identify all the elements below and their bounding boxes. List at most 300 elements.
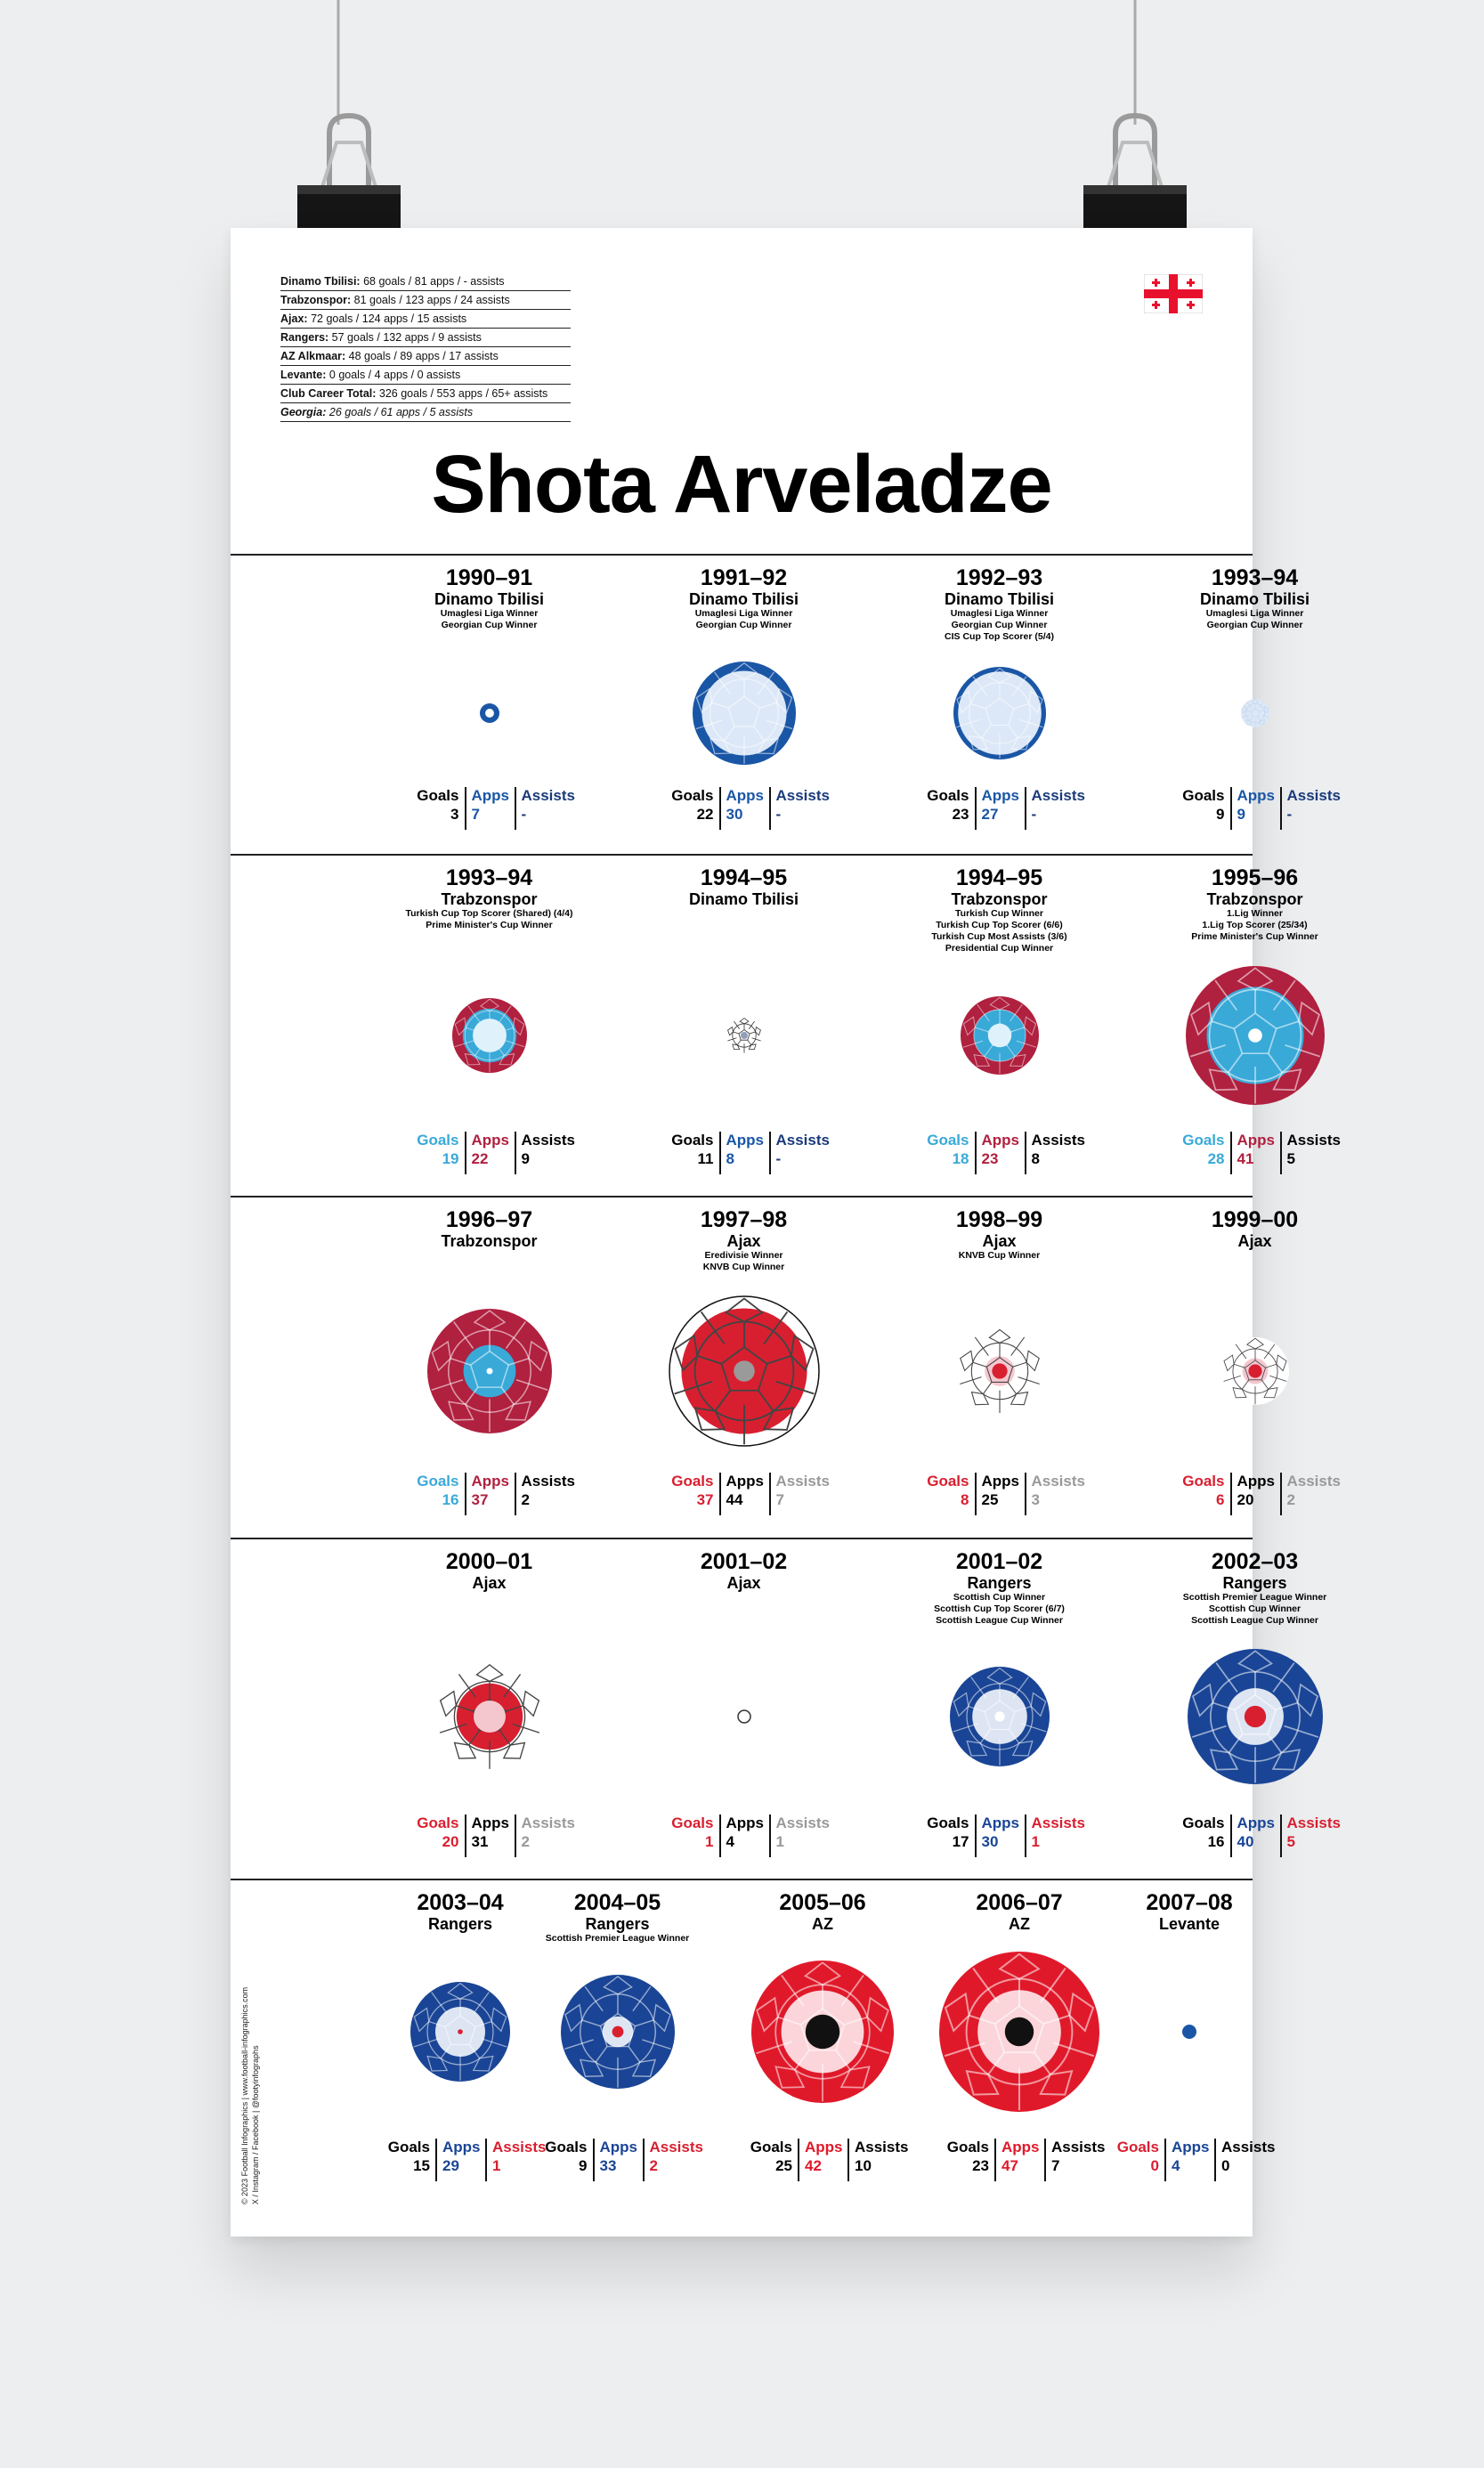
apps-value: 29 — [442, 2157, 459, 2174]
season-ball-icon — [424, 1305, 555, 1437]
season-honour: Turkish Cup Most Assists (3/6) — [931, 931, 1067, 942]
season-honour: Scottish Cup Winner — [953, 1592, 1046, 1603]
goals-value: 9 — [1216, 806, 1225, 823]
apps-stat — [465, 1473, 516, 1515]
season-year: 1990–91 — [445, 565, 533, 590]
season-header — [716, 1890, 929, 1933]
apps-label: Apps — [1237, 787, 1275, 804]
goals-value: 11 — [697, 1150, 714, 1167]
assists-stat — [515, 1132, 584, 1174]
assists-value: - — [775, 1150, 782, 1167]
apps-label: Apps — [1237, 1814, 1275, 1831]
apps-value: 4 — [726, 1833, 734, 1850]
summary-line: Ajax: 72 goals / 124 apps / 15 assists — [280, 310, 571, 329]
apps-value: 41 — [1237, 1150, 1254, 1167]
season-header — [872, 565, 1127, 643]
goals-label: Goals — [417, 787, 459, 804]
summary-line: Trabzonspor: 81 goals / 123 apps / 24 assists — [280, 291, 571, 310]
apps-value: 4 — [1172, 2157, 1180, 2174]
goals-label: Goals — [417, 1473, 459, 1490]
apps-label: Apps — [726, 1814, 764, 1831]
goals-value: 23 — [972, 2157, 989, 2174]
goals-stat — [669, 1814, 719, 1857]
assists-stat — [769, 1814, 839, 1857]
apps-value: 44 — [726, 1491, 743, 1508]
season-club: Dinamo Tbilisi — [688, 590, 799, 608]
apps-stat — [465, 1814, 516, 1857]
apps-value: 30 — [726, 806, 743, 823]
season-honour: 1.Lig Winner — [1227, 908, 1283, 919]
season-header — [872, 1207, 1127, 1262]
season-stats — [415, 1132, 593, 1174]
assists-label: Assists — [521, 1814, 575, 1831]
goals-value: 0 — [1150, 2157, 1159, 2174]
season-year: 1998–99 — [955, 1207, 1043, 1232]
goals-value: 17 — [952, 1833, 969, 1850]
goals-label: Goals — [417, 1132, 459, 1149]
apps-value: 7 — [471, 806, 480, 823]
season-ball-icon — [1182, 962, 1328, 1108]
apps-stat — [1230, 787, 1282, 830]
goals-value: 25 — [775, 2157, 792, 2174]
season-ball-icon — [1184, 1645, 1326, 1788]
assists-value: 9 — [521, 1150, 530, 1167]
assists-label: Assists — [1031, 1132, 1085, 1149]
assists-value: 1 — [775, 1833, 784, 1850]
apps-label: Apps — [442, 2139, 481, 2155]
assists-value: 8 — [1031, 1150, 1040, 1167]
apps-stat — [975, 1814, 1026, 1857]
apps-stat — [465, 1132, 516, 1174]
season-club: Rangers — [427, 1915, 493, 1933]
season-header — [1127, 565, 1383, 631]
season-header — [361, 565, 617, 631]
goals-value: 18 — [952, 1150, 969, 1167]
season-stats — [415, 1473, 593, 1515]
season-ball-icon — [1179, 2021, 1200, 2042]
goals-stat — [415, 1473, 465, 1515]
season-header — [616, 865, 872, 908]
season-ball-icon — [748, 1957, 897, 2107]
assists-stat — [769, 1473, 839, 1515]
season-stats — [748, 2139, 926, 2181]
season-club: Ajax — [726, 1574, 761, 1592]
row-divider — [231, 1879, 1253, 1880]
assists-label: Assists — [649, 2139, 703, 2155]
goals-value: 15 — [413, 2157, 430, 2174]
season-club: Rangers — [967, 1574, 1032, 1592]
summary-line: Rangers: 57 goals / 132 apps / 9 assists — [280, 329, 571, 347]
assists-value: 5 — [1286, 1833, 1295, 1850]
season-stats — [925, 787, 1103, 830]
season-year: 1995–96 — [1211, 865, 1299, 890]
season-header — [1127, 1207, 1383, 1250]
season-club: Dinamo Tbilisi — [434, 590, 544, 608]
goals-label: Goals — [927, 1132, 969, 1149]
apps-value: 8 — [726, 1150, 734, 1167]
season-header — [616, 1207, 872, 1273]
apps-label: Apps — [1237, 1473, 1275, 1490]
apps-label: Apps — [805, 2139, 843, 2155]
season-honour: Turkish Cup Top Scorer (Shared) (4/4) — [405, 908, 573, 919]
season-ball-icon — [946, 1663, 1053, 1770]
goals-label: Goals — [927, 787, 969, 804]
season-header — [1127, 865, 1383, 943]
season-ball-icon — [557, 1971, 678, 2092]
season-header — [511, 1890, 725, 1944]
season-year: 1996–97 — [445, 1207, 533, 1232]
season-header — [361, 1549, 617, 1592]
row-divider — [231, 1538, 1253, 1539]
season-club: Trabzonspor — [441, 890, 538, 908]
assists-label: Assists — [1031, 1814, 1085, 1831]
assists-label: Assists — [775, 1473, 830, 1490]
season-year: 2000–01 — [445, 1549, 533, 1574]
goals-stat — [925, 1473, 975, 1515]
goals-value: 16 — [1207, 1833, 1225, 1850]
assists-value: - — [521, 806, 527, 823]
page-title: Shota Arveladze — [431, 439, 1052, 530]
assists-stat — [769, 1132, 839, 1174]
assists-stat — [1214, 2139, 1284, 2181]
goals-stat — [415, 1814, 465, 1857]
season-honour: Scottish Cup Top Scorer (6/7) — [934, 1603, 1065, 1614]
season-year: 2004–05 — [573, 1890, 661, 1915]
season-honour: Presidential Cup Winner — [945, 943, 1054, 954]
season-honour: Umaglesi Liga Winner — [440, 608, 539, 619]
season-header — [872, 1549, 1127, 1627]
assists-value: 2 — [521, 1491, 530, 1508]
apps-value: 31 — [471, 1833, 489, 1850]
season-ball-icon — [1237, 695, 1273, 731]
goals-label: Goals — [671, 787, 714, 804]
assists-label: Assists — [521, 787, 575, 804]
apps-stat — [465, 787, 516, 830]
assists-value: 2 — [521, 1833, 530, 1850]
assists-label: Assists — [775, 1132, 830, 1149]
season-stats — [1180, 1814, 1358, 1857]
season-stats — [1180, 1132, 1358, 1174]
goals-value: 23 — [952, 806, 969, 823]
season-year: 2005–06 — [779, 1890, 866, 1915]
season-year: 2007–08 — [1146, 1890, 1233, 1915]
goals-label: Goals — [927, 1814, 969, 1831]
goals-value: 16 — [442, 1491, 459, 1508]
assists-stat — [643, 2139, 712, 2181]
assists-label: Assists — [1286, 1132, 1341, 1149]
season-club: Ajax — [472, 1574, 507, 1592]
goals-stat — [385, 2139, 435, 2181]
row-divider — [231, 554, 1253, 556]
season-ball-icon — [1218, 1334, 1293, 1409]
goals-stat — [945, 2139, 994, 2181]
season-honour: Georgian Cup Winner — [951, 620, 1048, 630]
season-stats — [669, 1132, 847, 1174]
season-header — [1127, 1549, 1383, 1627]
assists-stat — [515, 1814, 584, 1857]
goals-stat — [925, 1132, 975, 1174]
season-stats — [415, 787, 593, 830]
assists-stat — [1025, 787, 1094, 830]
poster — [231, 228, 1341, 2237]
goals-value: 37 — [696, 1491, 714, 1508]
summary-line: Levante: 0 goals / 4 apps / 0 assists — [280, 366, 571, 385]
season-honour: KNVB Cup Winner — [958, 1250, 1041, 1261]
goals-label: Goals — [1116, 2139, 1159, 2155]
goals-label: Goals — [1182, 1473, 1225, 1490]
season-header — [872, 865, 1127, 954]
assists-stat — [1280, 1132, 1350, 1174]
goals-value: 6 — [1216, 1491, 1225, 1508]
season-year: 1993–94 — [1211, 565, 1299, 590]
apps-value: 9 — [1237, 806, 1245, 823]
season-year: 2001–02 — [700, 1549, 788, 1574]
goals-label: Goals — [671, 1132, 714, 1149]
season-ball-icon — [666, 1293, 823, 1449]
season-ball-icon — [449, 995, 531, 1076]
assists-label: Assists — [521, 1473, 575, 1490]
summary-line: Dinamo Tbilisi: 68 goals / 81 apps / - assists — [280, 272, 571, 291]
goals-stat — [925, 787, 975, 830]
apps-value: 20 — [1237, 1491, 1254, 1508]
georgia-flag-icon — [1144, 274, 1203, 313]
apps-label: Apps — [1237, 1132, 1275, 1149]
assists-stat — [1025, 1473, 1094, 1515]
apps-value: 47 — [1001, 2157, 1018, 2174]
apps-label: Apps — [599, 2139, 637, 2155]
goals-label: Goals — [946, 2139, 989, 2155]
season-ball-icon — [476, 700, 503, 727]
assists-label: Assists — [1286, 787, 1341, 804]
season-club: Levante — [1158, 1915, 1220, 1933]
assists-label: Assists — [1286, 1473, 1341, 1490]
apps-stat — [1230, 1473, 1282, 1515]
season-honour: Scottish League Cup Winner — [1191, 1615, 1318, 1626]
apps-stat — [1164, 2139, 1216, 2181]
goals-value: 28 — [1207, 1150, 1225, 1167]
season-year: 1997–98 — [700, 1207, 788, 1232]
binder-clip-right — [1073, 0, 1197, 258]
assists-stat — [847, 2139, 917, 2181]
season-club: Trabzonspor — [951, 890, 1048, 908]
apps-label: Apps — [726, 1132, 764, 1149]
apps-label: Apps — [981, 1473, 1019, 1490]
season-stats — [415, 1814, 593, 1857]
season-club: Dinamo Tbilisi — [688, 890, 799, 908]
apps-value: 23 — [981, 1150, 999, 1167]
assists-value: 2 — [1286, 1491, 1295, 1508]
goals-label: Goals — [1182, 787, 1225, 804]
apps-value: 25 — [981, 1491, 999, 1508]
season-honour: Scottish Cup Winner — [1208, 1603, 1302, 1614]
goals-value: 1 — [705, 1833, 714, 1850]
assists-stat — [1025, 1814, 1094, 1857]
season-honour: Turkish Cup Top Scorer (6/6) — [936, 920, 1063, 930]
season-ball-icon — [953, 1325, 1046, 1417]
apps-value: 22 — [471, 1150, 489, 1167]
goals-label: Goals — [1182, 1132, 1225, 1149]
season-honour: Scottish League Cup Winner — [936, 1615, 1063, 1626]
season-honour: Georgian Cup Winner — [695, 620, 792, 630]
season-stats — [1115, 2139, 1293, 2181]
season-club: Ajax — [726, 1232, 761, 1250]
season-ball-icon — [936, 1948, 1103, 2115]
season-stats — [669, 787, 847, 830]
season-honour: Scottish Premier League Winner — [545, 1933, 690, 1944]
season-stats — [543, 2139, 721, 2181]
goals-label: Goals — [927, 1473, 969, 1490]
apps-stat — [1230, 1814, 1282, 1857]
season-club: Rangers — [1222, 1574, 1287, 1592]
season-honour: Umaglesi Liga Winner — [950, 608, 1049, 619]
credit: © 2023 Football Infographics | www.football-infographics.com X / Instagram / Facebook | @footyinfographs — [240, 1986, 260, 2204]
season-header — [616, 565, 872, 631]
goals-value: 8 — [961, 1491, 969, 1508]
season-year: 1991–92 — [700, 565, 788, 590]
season-ball-icon — [433, 1660, 547, 1774]
season-honour: Turkish Cup Winner — [955, 908, 1043, 919]
apps-stat — [719, 1132, 771, 1174]
goals-value: 9 — [579, 2157, 588, 2174]
summary-line: Georgia: 26 goals / 61 apps / 5 assists — [280, 403, 571, 422]
apps-stat — [975, 1132, 1026, 1174]
summary-line: AZ Alkmaar: 48 goals / 89 apps / 17 assists — [280, 347, 571, 366]
season-club: Trabzonspor — [1206, 890, 1303, 908]
row-divider — [231, 854, 1253, 856]
assists-label: Assists — [521, 1132, 575, 1149]
apps-value: 27 — [981, 806, 999, 823]
season-stats — [925, 1132, 1103, 1174]
assists-value: 5 — [1286, 1150, 1295, 1167]
season-ball-icon — [950, 663, 1050, 763]
season-stats — [669, 1473, 847, 1515]
season-year: 1994–95 — [700, 865, 788, 890]
season-honour: Scottish Premier League Winner — [1182, 1592, 1327, 1603]
season-honour: Umaglesi Liga Winner — [1205, 608, 1304, 619]
apps-label: Apps — [471, 1132, 509, 1149]
season-stats — [925, 1814, 1103, 1857]
apps-stat — [719, 1473, 771, 1515]
goals-stat — [925, 1814, 975, 1857]
assists-label: Assists — [855, 2139, 909, 2155]
season-club: Ajax — [1237, 1232, 1272, 1250]
season-club: AZ — [1009, 1915, 1030, 1933]
season-stats — [1180, 787, 1358, 830]
assists-value: 1 — [492, 2157, 501, 2174]
goals-label: Goals — [671, 1814, 714, 1831]
goals-value: 20 — [442, 1833, 459, 1850]
season-honour: Prime Minister's Cup Winner — [426, 920, 553, 930]
assists-label: Assists — [1051, 2139, 1106, 2155]
assists-value: 2 — [649, 2157, 658, 2174]
assists-stat — [1280, 1473, 1350, 1515]
season-club: Dinamo Tbilisi — [1199, 590, 1310, 608]
season-honour: Prime Minister's Cup Winner — [1191, 931, 1318, 942]
season-honour: Umaglesi Liga Winner — [694, 608, 793, 619]
goals-stat — [669, 1473, 719, 1515]
apps-label: Apps — [1001, 2139, 1040, 2155]
apps-stat — [719, 787, 771, 830]
apps-label: Apps — [471, 1814, 509, 1831]
season-header — [361, 865, 617, 931]
assists-value: 10 — [855, 2157, 872, 2174]
goals-stat — [669, 1132, 719, 1174]
apps-stat — [975, 1473, 1026, 1515]
apps-label: Apps — [981, 787, 1019, 804]
season-club: AZ — [812, 1915, 833, 1933]
goals-value: 22 — [696, 806, 714, 823]
season-honour: 1.Lig Top Scorer (25/34) — [1202, 920, 1308, 930]
apps-label: Apps — [1172, 2139, 1210, 2155]
apps-value: 40 — [1237, 1833, 1254, 1850]
assists-value: 7 — [775, 1491, 784, 1508]
goals-label: Goals — [1182, 1814, 1225, 1831]
goals-label: Goals — [417, 1814, 459, 1831]
goals-stat — [543, 2139, 593, 2181]
assists-label: Assists — [1031, 787, 1085, 804]
season-year: 1993–94 — [445, 865, 533, 890]
goals-stat — [415, 787, 465, 830]
assists-value: - — [1286, 806, 1293, 823]
assists-label: Assists — [775, 787, 830, 804]
season-year: 2006–07 — [976, 1890, 1063, 1915]
assists-stat — [515, 1473, 584, 1515]
season-stats — [945, 2139, 1123, 2181]
season-club: Rangers — [585, 1915, 650, 1933]
apps-value: 30 — [981, 1833, 999, 1850]
season-club: Ajax — [982, 1232, 1017, 1250]
career-summary — [280, 272, 571, 422]
assists-label: Assists — [1221, 2139, 1276, 2155]
apps-stat — [719, 1814, 771, 1857]
assists-value: 1 — [1031, 1833, 1040, 1850]
goals-stat — [748, 2139, 798, 2181]
assists-stat — [1280, 1814, 1350, 1857]
assists-stat — [1044, 2139, 1114, 2181]
apps-value: 37 — [471, 1491, 489, 1508]
goals-stat — [1180, 787, 1230, 830]
season-club: Trabzonspor — [441, 1232, 538, 1250]
assists-value: - — [775, 806, 782, 823]
apps-label: Apps — [981, 1132, 1019, 1149]
season-year: 1992–93 — [955, 565, 1043, 590]
season-year: 1999–00 — [1211, 1207, 1299, 1232]
goals-stat — [415, 1132, 465, 1174]
season-ball-icon — [689, 658, 799, 768]
season-ball-icon — [734, 1707, 754, 1726]
goals-stat — [1180, 1814, 1230, 1857]
season-honour: Georgian Cup Winner — [441, 620, 538, 630]
apps-stat — [593, 2139, 645, 2181]
goals-stat — [1115, 2139, 1164, 2181]
goals-value: 19 — [442, 1150, 459, 1167]
season-year: 2002–03 — [1211, 1549, 1299, 1574]
season-honour: KNVB Cup Winner — [702, 1262, 785, 1272]
assists-label: Assists — [775, 1814, 830, 1831]
goals-label: Goals — [671, 1473, 714, 1490]
apps-stat — [994, 2139, 1046, 2181]
season-stats — [925, 1473, 1103, 1515]
summary-line: Club Career Total: 326 goals / 553 apps / 65+ assists — [280, 385, 571, 403]
apps-label: Apps — [471, 787, 509, 804]
goals-stat — [1180, 1132, 1230, 1174]
assists-value: - — [1031, 806, 1037, 823]
season-honour: Georgian Cup Winner — [1206, 620, 1303, 630]
assists-value: 7 — [1051, 2157, 1060, 2174]
season-stats — [1180, 1473, 1358, 1515]
assists-value: 3 — [1031, 1491, 1040, 1508]
apps-stat — [798, 2139, 849, 2181]
